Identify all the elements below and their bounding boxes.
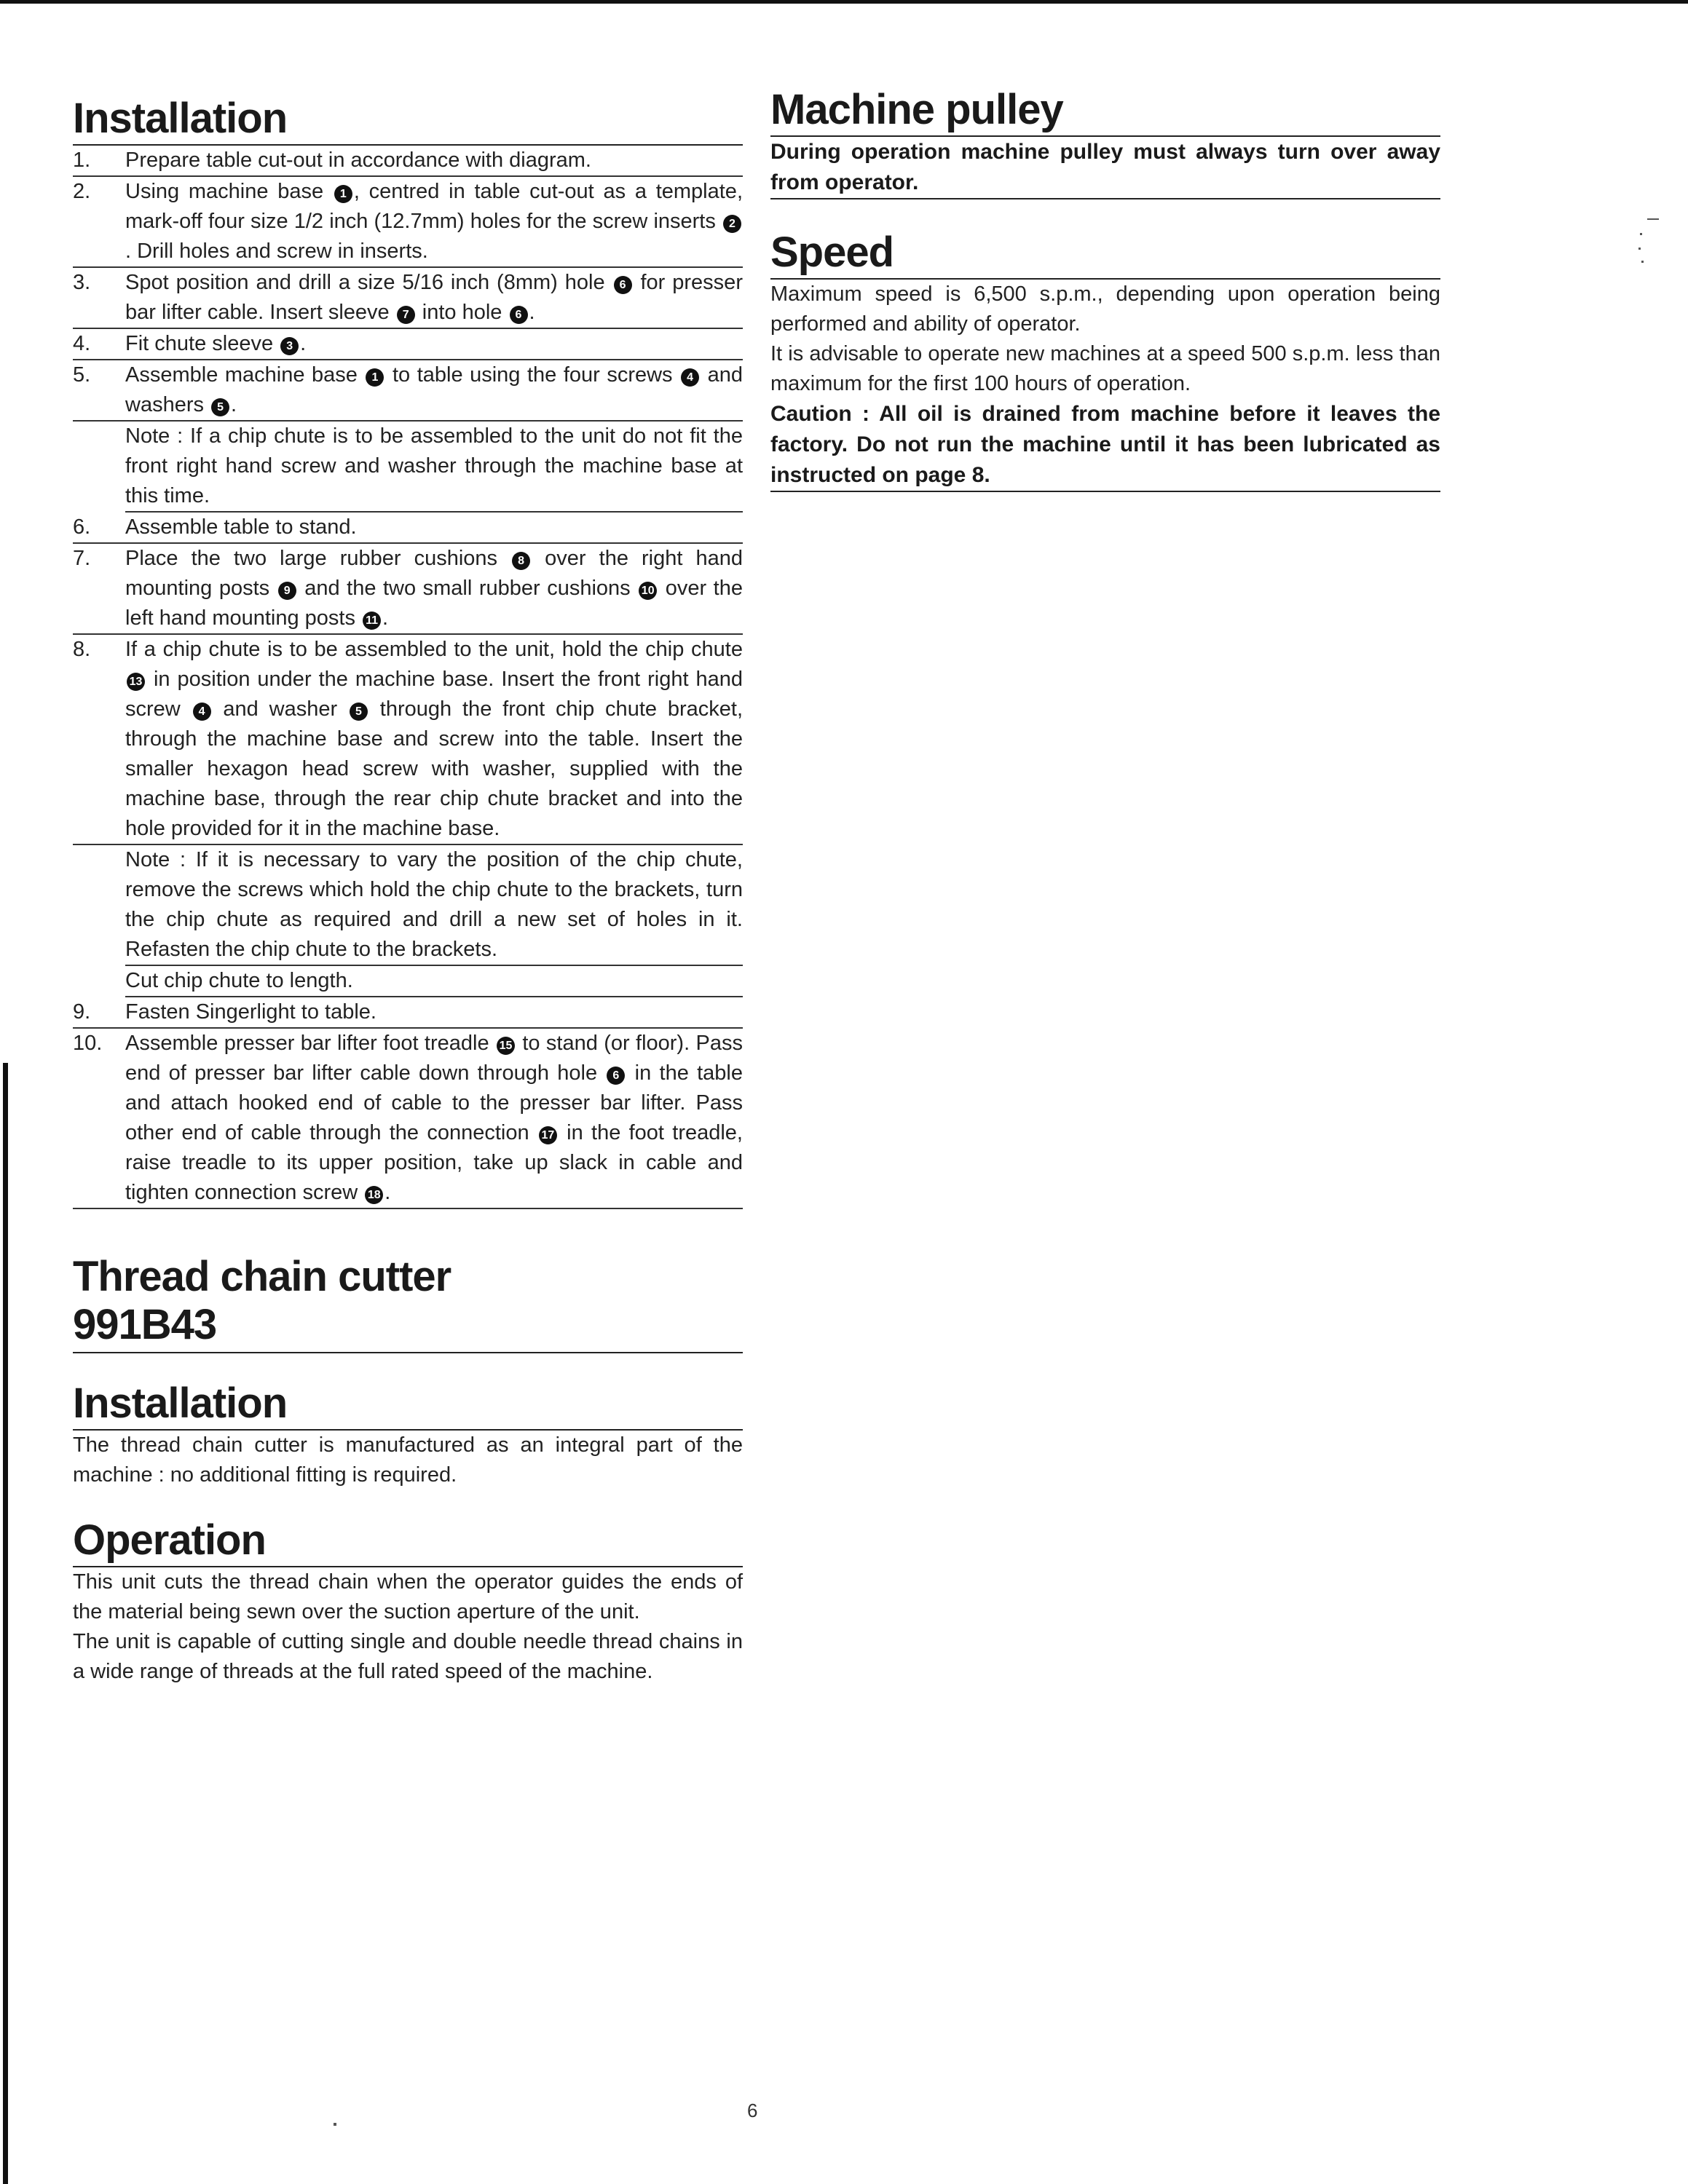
installation-step [73, 329, 743, 360]
speed-caution: Caution : All oil is drained from machine before it leaves the factory. Do not run the machine until it has been lubricated as instructed on page 8. [770, 399, 1440, 492]
installation-title: Installation [73, 95, 743, 146]
step-text-segment: to stand (or floor). Pass end of presser bar lifter cable down through hole [125, 1032, 743, 1085]
step-text [125, 146, 743, 175]
installation-step [73, 544, 743, 635]
speed-para-1: Maximum speed is 6,500 s.p.m., depending upon operation being performed and ability of operator. [770, 282, 1440, 336]
part-callout-1-icon: 1 [334, 185, 352, 203]
step-text-segment: Place the two large rubber cushions [125, 547, 511, 570]
scan-mark [334, 2123, 336, 2126]
step-text-segment: over the right hand mounting posts [125, 547, 743, 600]
operation-para-1: This unit cuts the thread chain when the operator guides the ends of the material being sewn over the suction aperture of the unit. [73, 1570, 743, 1623]
step-number: 9. [73, 1000, 91, 1024]
scan-mark [1640, 233, 1642, 235]
part-callout-13-icon: 13 [127, 673, 145, 691]
thread-chain-cutter-title: Thread chain cutter [73, 1253, 451, 1300]
step-number: 3. [73, 271, 91, 294]
step-text [125, 268, 743, 328]
installation-step [73, 1029, 743, 1209]
operation-para-2: The unit is capable of cutting single and double needle thread chains in a wide range of threads at the full rated speed of the machine. [73, 1630, 743, 1683]
part-callout-7-icon: 7 [397, 306, 415, 324]
installation-step [73, 146, 743, 177]
installation-step [73, 360, 743, 422]
step-note: Cut chip chute to length. [125, 966, 743, 997]
step-text [125, 635, 743, 844]
step-text-segment: Spot position and drill a size 5/16 inch (8mm) hole [125, 271, 612, 294]
part-callout-3-icon: 3 [280, 337, 299, 355]
top-border [0, 0, 1688, 4]
part-callout-2-icon: 2 [723, 215, 741, 233]
step-text-segment: in the foot treadle, raise treadle to its upper position, take up slack in cable and tighten connection screw [125, 1121, 743, 1204]
installation-step [73, 997, 743, 1029]
part-callout-1-icon: 1 [366, 368, 384, 387]
binding-edge-bar [3, 1063, 8, 2184]
step-text-segment: Assemble machine base [125, 363, 365, 387]
step-number: 4. [73, 332, 91, 355]
scan-mark [1638, 248, 1641, 250]
part-callout-4-icon: 4 [681, 368, 699, 387]
step-number: 1. [73, 149, 91, 172]
step-text-segment: Fit chute sleeve [125, 332, 280, 355]
part-callout-10-icon: 10 [639, 582, 657, 600]
speed-title: Speed [770, 229, 1440, 280]
part-callout-5-icon: 5 [211, 398, 229, 416]
step-text [125, 329, 743, 359]
step-number: 8. [73, 638, 91, 661]
part-callout-11-icon: 11 [363, 612, 381, 630]
step-text-segment: and washer [212, 697, 348, 721]
installation-steps [73, 146, 743, 1209]
part-callout-4-icon: 4 [193, 703, 211, 721]
scan-mark [1641, 261, 1644, 263]
installation-step [73, 177, 743, 268]
step-text-segment: . [382, 606, 389, 630]
part-callout-9-icon: 9 [278, 582, 296, 600]
step-text-segment: and the two small rubber cushions [297, 577, 638, 600]
right-column [770, 86, 1440, 492]
step-text-segment: , centred in table cut-out as a template, mark-off four size 1/2 inch (12.7mm) holes for the screw inserts [125, 180, 743, 233]
step-text-segment: to table using the four screws [385, 363, 680, 387]
step-number: 6. [73, 515, 91, 539]
step-text [125, 177, 743, 266]
step-text [125, 544, 743, 633]
cutter-installation-title: Installation [73, 1380, 743, 1431]
step-number: 10. [73, 1032, 103, 1055]
step-text-segment: in the table and attach hooked end of cable to the presser bar lifter. Pass other end of cable through the connection [125, 1061, 743, 1144]
step-number: 5. [73, 363, 91, 387]
part-callout-8-icon: 8 [512, 552, 530, 570]
part-callout-6-icon: 6 [614, 276, 632, 294]
step-number: 2. [73, 180, 91, 203]
step-text [125, 513, 743, 542]
step-text-segment: in position under the machine base. Insert the front right hand screw [125, 668, 743, 721]
cutter-installation-text: The thread chain cutter is manufactured as an integral part of the machine : no additional fitting is required. [73, 1433, 743, 1487]
part-callout-6-icon: 6 [510, 306, 528, 324]
step-text-segment: Assemble presser bar lifter foot treadle [125, 1032, 495, 1055]
page-number: 6 [747, 2100, 758, 2121]
part-callout-18-icon: 18 [365, 1186, 383, 1204]
step-text-segment: and washers [125, 363, 744, 416]
part-callout-15-icon: 15 [497, 1037, 515, 1055]
step-number: 7. [73, 547, 91, 570]
thread-chain-cutter-model: 991B43 [73, 1301, 743, 1353]
step-text-segment: . [231, 393, 237, 416]
scan-mark [1647, 218, 1659, 220]
step-text-segment: . [529, 301, 535, 324]
step-text-segment: Prepare table cut-out in accordance with diagram. [125, 149, 591, 172]
step-text-segment: into hole [416, 301, 508, 324]
step-text-segment: . [384, 1181, 391, 1204]
step-text-segment: . [300, 332, 307, 355]
step-text [125, 360, 743, 420]
part-callout-17-icon: 17 [539, 1126, 557, 1144]
installation-step [73, 635, 743, 845]
step-note: Note : If a chip chute is to be assembled to the unit do not fit the front right hand screw and washer through the machine base at this time. [125, 422, 743, 513]
step-text-segment: through the front chip chute bracket, through the machine base and screw into the table. Insert the smaller hexagon head screw with washer, supplied with the machine base, through the rear chip chute bracket and into the hole provided for it in the machine base. [125, 697, 743, 840]
step-text-segment: . Drill holes and screw in inserts. [125, 240, 428, 263]
step-text-segment: Using machine base [125, 180, 333, 203]
machine-pulley-title: Machine pulley [770, 86, 1440, 137]
installation-step [73, 513, 743, 544]
step-text-segment: Fasten Singerlight to table. [125, 1000, 376, 1024]
step-text-segment: If a chip chute is to be assembled to the unit, hold the chip chute [125, 638, 743, 661]
step-note: Note : If it is necessary to vary the position of the chip chute, remove the screws which hold the chip chute to the brackets, turn the chip chute as required and drill a new set of holes in it. Refasten the chip chute to the brackets. [125, 845, 743, 966]
left-column [73, 95, 743, 1687]
machine-pulley-text: During operation machine pulley must always turn over away from operator. [770, 137, 1440, 199]
part-callout-5-icon: 5 [350, 703, 368, 721]
step-text [125, 997, 743, 1027]
step-text [125, 1029, 743, 1208]
step-text-segment: over the left hand mounting posts [125, 577, 743, 630]
step-text-segment: for presser bar lifter cable. Insert sleeve [125, 271, 743, 324]
operation-title: Operation [73, 1516, 743, 1567]
part-callout-6-icon: 6 [607, 1067, 625, 1085]
installation-step [73, 268, 743, 329]
step-text-segment: Assemble table to stand. [125, 515, 357, 539]
speed-para-2: It is advisable to operate new machines at a speed 500 s.p.m. less than maximum for the first 100 hours of operation. [770, 342, 1440, 395]
